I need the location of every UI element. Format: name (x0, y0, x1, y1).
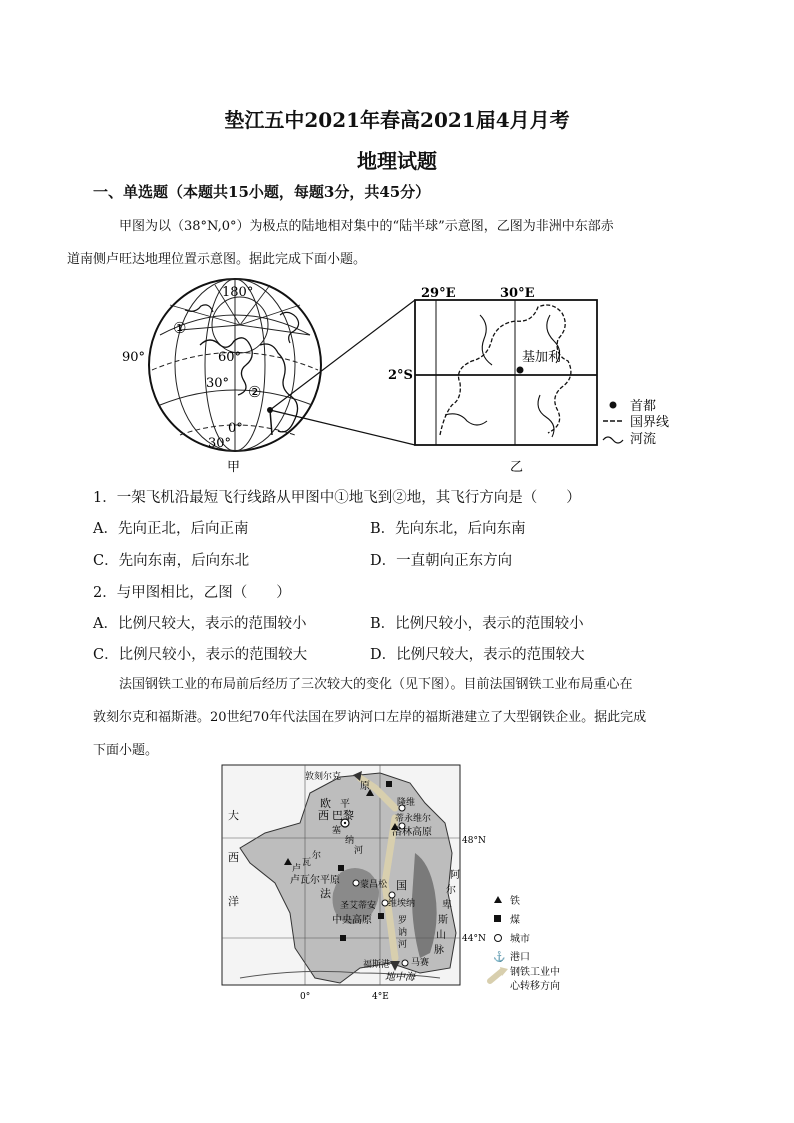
label-plain2: 平 (340, 799, 350, 810)
anchor-icon: ⚓ (493, 952, 506, 963)
globe-label-60: 60° (218, 350, 242, 365)
question-2-option-d[interactable]: D．比例尺较大，表示的范围较大 (370, 647, 585, 663)
passage-2 (93, 668, 703, 767)
globe-label-point-2: ② (248, 383, 262, 401)
passage-2-line-1: 法国钢铁工业的布局前后经历了三次较大的变化（见下图）。目前法国钢铁工业布局重心在 (119, 677, 633, 692)
question-1-option-c[interactable]: C．先向东南，后向东北 (93, 553, 250, 569)
legend-coal: 煤 (510, 915, 520, 926)
label-alps-4: 斯 (438, 915, 448, 926)
label-alps-6: 脉 (434, 945, 444, 956)
globe-label-180: 180° (222, 285, 254, 300)
kigali-dot (517, 367, 524, 374)
label-alps-5: 山 (436, 930, 446, 941)
label-west: 西 (318, 809, 329, 822)
label-plain1: 原 (360, 781, 370, 792)
legend-city: 城市 (510, 934, 530, 945)
globe-label-30s: 30° (208, 436, 232, 451)
label-na: 纳 (345, 836, 355, 846)
label-lorraine: 洛林高原 (392, 827, 432, 838)
globe-diagram (122, 279, 321, 451)
lat-2s: 2°S (388, 368, 413, 383)
label-alps-1: 阿 (450, 870, 460, 881)
label-alps-3: 卑 (442, 900, 452, 911)
label-loire-2: 瓦 (302, 858, 312, 868)
label-europe: 欧 (320, 797, 331, 810)
caption-jia: 甲 (227, 460, 241, 475)
label-lon4e: 4°E (372, 992, 389, 1002)
label-rhone-1: 罗 (398, 916, 408, 926)
label-dunkirk: 敦刻尔克 (305, 772, 342, 782)
globe-label-point-1: ① (173, 319, 187, 337)
globe-label-0: 0° (228, 421, 243, 436)
label-alps-2: 尔 (446, 885, 456, 896)
passage-2-line-3: 下面小题。 (93, 743, 159, 758)
question-2-option-c[interactable]: C．比例尺较小，表示的范围较大 (93, 647, 308, 663)
legend-port: 港口 (510, 952, 530, 963)
question-1-option-b[interactable]: B．先向东北，后向东南 (370, 521, 526, 537)
label-lon0: 0° (300, 992, 311, 1002)
passage-2-line-2: 敦刻尔克和福斯港。20世纪70年代法国在罗讷河口左岸的福斯港建立了大型钢铁企业。据此完成 (93, 710, 647, 725)
label-loire-plain: 卢瓦尔平原 (290, 875, 340, 886)
label-fa: 法 (320, 887, 331, 900)
label-ocean-3: 洋 (228, 895, 239, 908)
question-1-stem: 1．一架飞机沿最短飞行线路从甲图中①地飞到②地，其飞行方向是（ ） (93, 490, 581, 506)
label-seine: 塞 (332, 826, 342, 836)
label-st-etienne: 圣艾蒂安 (340, 901, 377, 911)
label-montlucon: 蒙吕松 (360, 880, 388, 890)
label-fos: 福斯港 (363, 960, 391, 970)
globe-label-90: 90° (122, 350, 146, 365)
kigali-label: 基加利 (522, 350, 562, 365)
label-lat48: 48°N (462, 836, 486, 846)
label-paris: 巴黎 (332, 809, 354, 822)
label-lat44: 44°N (462, 934, 486, 944)
figure-2 (220, 763, 600, 1003)
question-1-option-a[interactable]: A．先向正北，后向正南 (93, 521, 249, 537)
page-title: 垫江五中2021年春高2021届4月月考 (224, 108, 570, 132)
legend-iron: 铁 (510, 896, 520, 907)
question-2-option-b[interactable]: B．比例尺较小，表示的范围较小 (370, 616, 584, 632)
question-1-option-d[interactable]: D．一直朝向正东方向 (370, 553, 513, 569)
legend-border: 国界线 (630, 415, 670, 430)
figure-1 (122, 275, 700, 475)
label-longwy: 隆维 (397, 798, 416, 808)
france-map (222, 765, 460, 985)
label-marseille: 马赛 (411, 958, 430, 968)
legend-capital: 首都 (630, 399, 657, 414)
label-loire-3: 尔 (312, 851, 322, 861)
rwanda-map (415, 300, 597, 445)
legend-river: 河流 (630, 432, 657, 447)
figure-2-legend (490, 894, 560, 992)
label-rhone-2: 讷 (398, 928, 408, 938)
caption-yi: 乙 (510, 460, 524, 475)
question-2-option-a[interactable]: A．比例尺较大，表示的范围较小 (93, 616, 307, 632)
lon-29e: 29°E (421, 286, 456, 301)
label-vienne: 维埃纳 (388, 899, 416, 909)
label-thionville: 蒂永维尔 (395, 814, 432, 824)
label-he: 河 (354, 846, 364, 856)
label-ocean-2: 西 (228, 851, 239, 864)
label-mediterranean: 地中海 (385, 972, 415, 983)
question-2-stem: 2．与甲图相比，乙图（ ） (93, 585, 291, 601)
figure-1-legend (603, 398, 669, 447)
legend-transfer-2: 心转移方向 (510, 981, 560, 992)
label-ocean-1: 大 (228, 809, 239, 822)
label-rhone-3: 河 (398, 940, 408, 950)
passage-1-line-2: 道南侧卢旺达地理位置示意图。据此完成下面小题。 (67, 252, 367, 267)
lon-30e: 30°E (500, 286, 535, 301)
page-subtitle: 地理试题 (357, 149, 437, 173)
legend-transfer-1: 钢铁工业中 (510, 967, 560, 978)
label-guo: 国 (396, 879, 407, 892)
section-heading: 一、单选题（本题共15小题，每题3分，共45分） (93, 183, 431, 201)
globe-label-30n: 30° (206, 376, 230, 391)
passage-1-line-1: 甲图为以（38°N,0°）为极点的陆地相对集中的“陆半球”示意图，乙图为非洲中东部赤 (119, 219, 614, 234)
label-central-plateau: 中央高原 (332, 915, 372, 926)
passage-1 (67, 210, 703, 276)
label-loire-1: 卢 (292, 864, 302, 874)
